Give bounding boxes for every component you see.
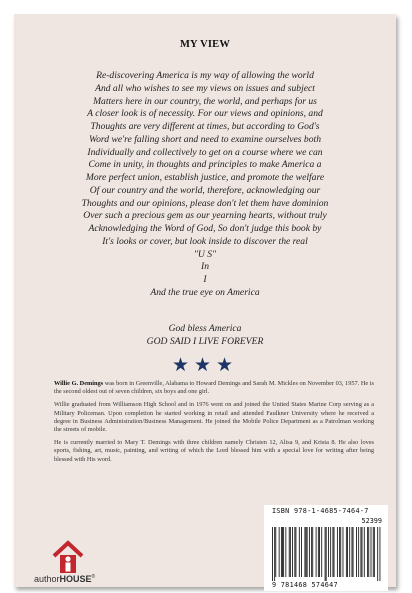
barcode-bar <box>337 527 338 577</box>
barcode-bar <box>307 527 308 577</box>
publisher-name-light: author <box>34 574 60 584</box>
barcode-bar <box>272 527 273 581</box>
poem-line: Thoughts and our opinions, please don't let them have dominion <box>81 197 329 209</box>
barcode-bar <box>380 527 381 581</box>
poem-line: I <box>203 274 207 285</box>
barcode-bar <box>281 527 282 577</box>
poem-line: More perfect union, establish justice, and promote the welfare <box>85 172 325 183</box>
barcode-bar <box>334 527 335 577</box>
barcode-bar <box>325 527 326 581</box>
barcode-bar <box>283 527 284 577</box>
barcode-bar <box>294 527 295 577</box>
barcode-bar <box>332 527 333 577</box>
barcode-bar <box>296 527 297 577</box>
barcode-bar <box>292 527 293 577</box>
barcode-bar <box>364 527 365 577</box>
barcode-bar <box>311 527 312 577</box>
price-code: 52399 <box>361 517 382 525</box>
barcode-bar <box>356 527 357 577</box>
poem-line: Of our country and the world, therefore, acknowledging our <box>89 184 321 196</box>
isbn-label: ISBN 978-1-4685-7464-7 <box>272 507 369 515</box>
barcode-bar <box>290 527 291 577</box>
barcode-bar <box>312 527 313 577</box>
barcode-bar <box>343 527 344 577</box>
house-icon <box>50 540 86 574</box>
page-title: MY VIEW <box>179 39 231 50</box>
poem-line: Word we're falling short and need to examine ourselves both <box>88 133 321 145</box>
barcode-bar <box>306 527 307 577</box>
barcode-bar <box>360 527 361 577</box>
barcode-bar <box>374 527 375 577</box>
poem-line: Thoughts are very different at times, but according to God's <box>90 121 320 132</box>
barcode-bar <box>279 527 280 577</box>
barcode-bar <box>340 527 341 577</box>
barcode-bar <box>362 527 363 577</box>
poem-line: Over such a precious gem as our yearning hearts, without truly <box>83 210 327 222</box>
barcode-bar <box>330 527 331 577</box>
poem-line: Acknowledging the Word of God, So don't judge this book by <box>88 223 322 234</box>
poem-line: And all who wishes to see my views on issues and subject <box>95 82 315 94</box>
barcode-bar <box>319 527 320 577</box>
barcode-bar <box>275 527 276 577</box>
barcode-bar <box>309 527 310 577</box>
poem-line: And the true eye on America <box>150 286 260 298</box>
poem-line: In <box>201 261 209 273</box>
publisher-name <box>34 574 95 584</box>
bio-paragraph <box>54 380 374 396</box>
barcode-bar <box>349 527 350 577</box>
barcode-bar <box>367 527 368 577</box>
poem-line: Matters here in our country, the world, and perhaps for us <box>93 95 317 107</box>
closing-line: God bless America <box>168 323 242 334</box>
barcode-bar <box>282 527 283 577</box>
barcode-bar <box>368 527 369 577</box>
barcode-bar <box>358 527 359 577</box>
barcode-bar <box>318 527 319 577</box>
barcode-bar <box>328 527 329 577</box>
barcode-bar <box>339 527 340 577</box>
bio-paragraph: He is currently married to Mary T. Demings with three children namely Christen 12, Alisa 9, and Krista 8. He also loves sports, fishing, art, music, painting, and writing of which the Lord blessed him with a special love for writing after being blessed with His word. <box>54 439 374 463</box>
barcode-bar <box>373 527 374 577</box>
bio-text: was born in Greenville, Alabama to Howard Demings and Sarah M. Mickles on November 03, 1957. He is the second oldest out of seven children, six boys and one girl. <box>54 380 374 396</box>
barcode-bar <box>274 527 275 581</box>
barcode-bar <box>289 527 290 577</box>
barcode-bar <box>352 527 353 577</box>
closing-lines <box>14 322 396 348</box>
bio-paragraph: Willie graduated from Williamson High School and in 1976 went on and joined the United States Marine Corp serving as a Military Policeman. Upon completion he started working in retail and attended Faulkner University where he received a degree in Business Administration/Business Management. He joined the Mobile Police Department as a Patrolman working the streets of mobile. <box>54 401 374 434</box>
barcode-bar <box>353 527 354 577</box>
barcode-bar <box>377 527 378 581</box>
poem-line: Come in unity, in thoughts and principles to make America a <box>88 159 322 171</box>
three-stars-icon: ★★★ <box>171 354 239 376</box>
barcode-bar <box>316 527 317 577</box>
barcode-bar <box>321 527 322 577</box>
poem-line: Individually and collectively to get on a course where we can <box>87 146 323 158</box>
publisher-logo <box>34 540 110 590</box>
closing-line: GOD SAID I LIVE FOREVER <box>146 336 264 348</box>
book-back-cover <box>14 14 396 587</box>
registered-mark: ® <box>91 574 96 580</box>
barcode-bar <box>371 527 372 577</box>
poem-line: "U S" <box>193 248 217 260</box>
barcode-bar <box>347 527 348 577</box>
barcode-bar <box>299 527 300 577</box>
barcode-bar <box>301 527 302 577</box>
isbn-number: 9 781468 574647 <box>272 581 338 589</box>
poem <box>14 70 396 300</box>
barcode-icon <box>264 505 388 591</box>
poem-line: It's looks or cover, but look inside to discover the real <box>102 235 308 247</box>
poem-line: Re-discovering America is my way of allowing the world <box>96 70 314 81</box>
barcode-bar <box>304 527 305 577</box>
author-name: Willie G. Demings <box>54 380 104 387</box>
barcode-bar <box>326 527 327 581</box>
publisher-name-bold: HOUSE <box>59 574 92 584</box>
barcode-bar <box>346 527 347 577</box>
barcode-box <box>264 505 388 591</box>
author-bio <box>54 380 374 469</box>
barcode-bar <box>285 527 286 577</box>
poem-line: A closer look is of necessity. For our views and opinions, and <box>87 108 323 120</box>
